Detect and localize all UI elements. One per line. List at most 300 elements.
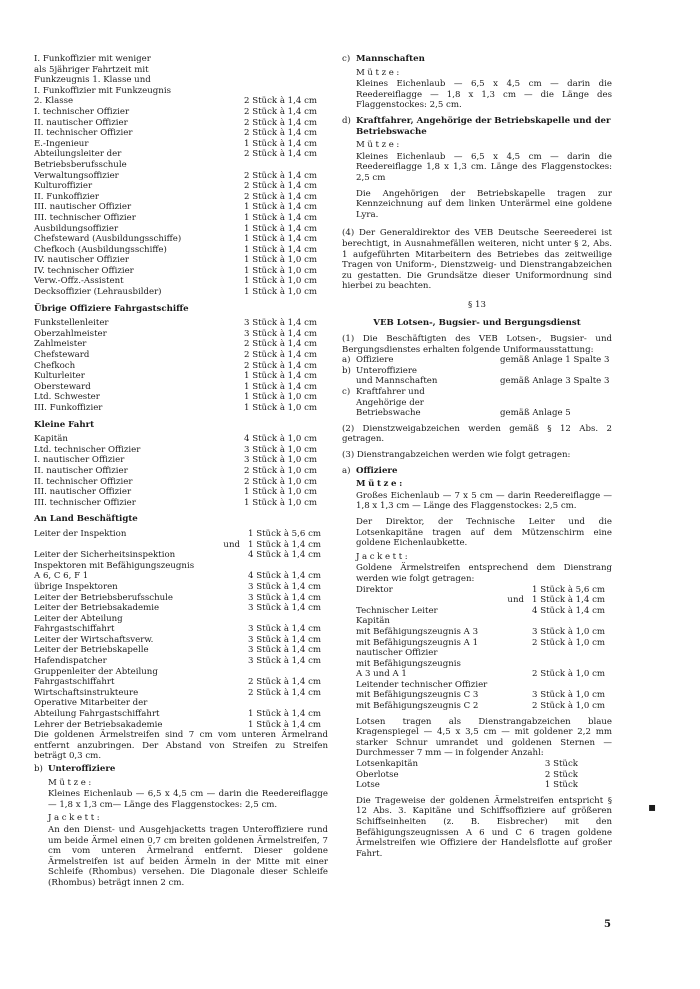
conjunction [208, 603, 248, 614]
conjunction [492, 669, 532, 680]
rank-title: Operative Mitarbeiter der [34, 698, 148, 709]
rank-row [356, 669, 612, 680]
rank-title: Obersteward [34, 381, 91, 392]
rank-row [34, 667, 328, 678]
rank-title: Hafendispatcher [34, 656, 107, 667]
rank-title: Chefsteward [34, 350, 90, 361]
rank-title: III. technischer Offizier [34, 212, 136, 223]
rank-stripes: 3 Stück à 1,0 cm [532, 690, 606, 701]
uniform-allocation-list [342, 355, 612, 419]
lotsen-stars: 2 Stück [544, 769, 578, 780]
section-b-body [34, 778, 328, 889]
rank-title: II. technischer Offizier [34, 476, 133, 487]
conjunction [208, 571, 248, 582]
conjunction [492, 638, 532, 649]
rank-row [34, 571, 328, 582]
section-title: Mannschaften [356, 54, 425, 64]
rank-title: Technischer Leiter [356, 605, 438, 616]
rank-stripes-cell [208, 593, 328, 604]
rank-row [34, 382, 328, 393]
muetze-label: Mütze: [356, 67, 402, 78]
allocation-row [342, 408, 612, 419]
rank-title: Abteilungsleiter der [34, 149, 122, 160]
rank-row [34, 96, 328, 107]
conjunction [208, 582, 248, 593]
rank-title: A 3 und A 1 [356, 669, 407, 680]
rank-row [34, 318, 328, 329]
rank-title: Decksoffizier (Lehrausbilder) [34, 287, 162, 298]
rank-stripes: 3 Stück à 1,4 cm [248, 624, 322, 635]
rank-title: 2. Klasse [34, 96, 74, 107]
rank-stripes-cell [208, 529, 328, 540]
rank-stripes: 3 Stück à 1,0 cm [532, 626, 606, 637]
conjunction [208, 677, 248, 688]
rank-list-lotsendienst [356, 585, 612, 712]
rank-row [356, 585, 612, 596]
rank-row [34, 709, 328, 720]
rank-title: Chefkoch (Ausbildungsschiffe) [34, 244, 167, 255]
allocation-marker [342, 376, 356, 387]
rank-stripes: 1 Stück à 1,0 cm [244, 487, 318, 498]
rank-title: I. Funkoffizier mit weniger [34, 54, 151, 64]
conjunction [492, 690, 532, 701]
rank-stripes-cell [208, 635, 328, 646]
rank-stripes: 3 Stück à 1,4 cm [248, 603, 322, 614]
section-b-heading [34, 764, 328, 775]
rank-title: III. nautischer Offizier [34, 202, 132, 213]
rank-title: Verw.-Offz.-Assistent [34, 276, 124, 287]
lotsen-text: Lotsen tragen als Dienstrangabzeichen blaue Kragenspiegel — 4,5 x 3,5 cm — mit goldener 2,2 mm starker Schnur umrandet und goldenen Sternen — Durchmesser 7 mm — in folgender Anzahl: [356, 716, 612, 759]
rank-title: A 6, C 6, F 1 [34, 571, 89, 582]
rank-row [356, 648, 612, 659]
conjunction [208, 720, 248, 731]
rank-stripes: 1 Stück à 1,4 cm [248, 709, 322, 720]
rank-stripes: 1 Stück à 1,4 cm [244, 223, 318, 234]
rank-stripes: 2 Stück à 1,0 cm [532, 637, 606, 648]
lotsen-rank: Lotse [356, 780, 380, 791]
allocation-reference [500, 366, 612, 377]
rank-stripes: 1 Stück à 5,6 cm [248, 528, 322, 539]
rank-stripes: 1 Stück à 1,4 cm [248, 719, 322, 730]
lotsen-star-list [356, 759, 612, 791]
rank-title: IV. nautischer Offizier [34, 255, 130, 266]
lotsen-stars: 3 Stück [544, 759, 578, 770]
rank-title: Oberzahlmeister [34, 328, 107, 339]
rank-row [356, 616, 612, 627]
rank-stripes: 2 Stück à 1,4 cm [244, 128, 318, 139]
rank-title: Chefsteward (Ausbildungsschiffe) [34, 234, 182, 245]
rank-stripes: 1 Stück à 1,0 cm [244, 276, 318, 287]
allocation-row [342, 398, 612, 409]
rank-row [34, 477, 328, 488]
rank-stripes-cell [492, 701, 612, 712]
allocation-row [342, 376, 612, 387]
rank-stripes-cell [208, 624, 328, 635]
allocation-group: Offiziere [356, 355, 394, 366]
rank-row [356, 680, 612, 691]
rank-title: II. Funkoffizier [34, 191, 99, 202]
rank-title: Leiter der Inspektion [34, 528, 127, 539]
conjunction [208, 688, 248, 699]
rank-row [34, 498, 328, 509]
margin-mark: ▪ [648, 800, 657, 814]
rank-stripes: 4 Stück à 1,4 cm [532, 605, 606, 616]
rank-stripes: 2 Stück à 1,4 cm [244, 339, 318, 350]
allocation-marker [342, 398, 356, 409]
rank-list-kleine-fahrt [34, 434, 328, 508]
rank-stripes-cell [492, 627, 612, 638]
rank-list-offiziere [34, 54, 328, 298]
conjunction [208, 635, 248, 646]
rank-title: Kapitän [34, 434, 68, 445]
jackett-text: Goldene Ärmelstreifen entsprechend dem Dienstrang werden wie folgt getragen: [356, 563, 612, 584]
rank-stripes: 3 Stück à 1,4 cm [248, 645, 322, 656]
rank-row [34, 107, 328, 118]
rank-stripes: 2 Stück à 1,4 cm [244, 117, 318, 128]
rank-row [34, 540, 328, 551]
section-heading: VEB Lotsen-, Bugsier- und Bergungsdienst [373, 318, 581, 329]
rank-title: III. technischer Offizier [34, 497, 136, 508]
lotsen-stars: 1 Stück [544, 780, 578, 791]
rank-title: mit Befähigungszeugnis A 1 [356, 637, 479, 648]
rank-title: Lehrer der Betriebsakademie [34, 719, 163, 730]
rank-title: II. nautischer Offizier [34, 465, 128, 476]
section-number: § 13 [468, 299, 486, 310]
rank-row [34, 645, 328, 656]
lotsen-row [356, 770, 612, 781]
rank-row [34, 149, 328, 160]
rank-stripes: 3 Stück à 1,4 cm [244, 328, 318, 339]
rank-stripes: 3 Stück à 1,4 cm [248, 581, 322, 592]
rank-stripes: 2 Stück à 1,4 cm [244, 149, 318, 160]
section-c-body [342, 68, 612, 111]
allocation-marker [342, 408, 356, 419]
section-d-heading [342, 116, 612, 137]
section-marker: b) [34, 764, 43, 774]
allocation-row [342, 387, 612, 398]
paragraph-streifen: Die goldenen Ärmelstreifen sind 7 cm vom unteren Ärmelrand entfernt anzubringen. Der Abstand von Streifen zu Streifen beträgt 0,3 cm. [34, 730, 328, 762]
rank-list-fahrgastschiffe [34, 318, 328, 413]
rank-title: II. technischer Offizier [34, 128, 133, 139]
rank-row [34, 529, 328, 540]
paragraph-3: (3) Dienstrangabzeichen werden wie folgt getragen: [342, 450, 571, 460]
rank-title: Fahrgastschiffahrt [34, 624, 115, 635]
rank-row [34, 688, 328, 699]
allocation-marker: a) [342, 355, 351, 366]
allocation-group: und Mannschaften [356, 376, 438, 387]
jackett-label: Jackett: [356, 551, 411, 562]
rank-title: III. nautischer Offizier [34, 487, 132, 498]
rank-title: Leiter der Betriebskapelle [34, 645, 149, 656]
rank-stripes: 2 Stück à 1,0 cm [532, 701, 606, 712]
rank-title: mit Befähigungszeugnis C 3 [356, 690, 479, 701]
rank-stripes: 2 Stück à 1,4 cm [244, 96, 318, 107]
rank-title: Verwaltungsoffizier [34, 170, 119, 181]
paragraph-2: (2) Dienstzweigabzeichen werden gemäß § 12 Abs. 2 getragen. [342, 423, 612, 445]
rank-stripes-cell [492, 595, 612, 606]
rank-stripes: 2 Stück à 1,4 cm [248, 687, 322, 698]
rank-row [34, 255, 328, 266]
rank-row [34, 213, 328, 224]
rank-stripes-cell [208, 582, 328, 593]
rank-stripes: 1 Stück à 1,0 cm [244, 403, 318, 413]
rank-title: Abteilung Fahrgastschiffahrt [34, 709, 160, 720]
rank-row [356, 595, 612, 606]
rank-title: E.-Ingenieur [34, 138, 89, 149]
muetze-text: Kleines Eichenlaub — 6,5 x 4,5 cm — darin die Reedereiflagge — 1,8 x 1,3 cm — die Länge des Flaggenstockes: 2,5 cm. [356, 79, 612, 111]
rank-row [34, 160, 328, 171]
conjunction [492, 585, 532, 596]
rank-title: Leiter der Abteilung [34, 613, 123, 624]
allocation-marker: c) [342, 387, 351, 398]
rank-stripes: 3 Stück à 1,4 cm [248, 634, 322, 645]
lyra-text: Die Angehörigen der Betriebskapelle tragen zur Kennzeichnung auf dem linken Unterärmel eine goldene Lyra. [356, 188, 612, 220]
rank-row [34, 720, 328, 731]
rank-title: Ltd. Schwester [34, 392, 100, 403]
rank-row [34, 245, 328, 256]
rank-stripes: 4 Stück à 1,0 cm [244, 434, 318, 445]
rank-title: mit Befähigungszeugnis C 2 [356, 701, 479, 712]
heading-fahrgastschiffe: Übrige Offiziere Fahrgastschiffe [34, 303, 189, 314]
rank-title: III. Funkoffizier [34, 403, 103, 413]
rank-stripes-cell [208, 571, 328, 582]
rank-title: Chefkoch [34, 360, 76, 371]
section-marker: d) [342, 115, 351, 126]
rank-title: nautischer Offizier [356, 648, 438, 659]
rank-stripes: 1 Stück à 1,0 cm [244, 392, 318, 403]
rank-title: Ausbildungsoffizier [34, 223, 119, 234]
rank-title: I. technischer Offizier [34, 106, 130, 117]
conjunction: und [507, 595, 524, 606]
muetze-label: Mütze: [356, 140, 402, 151]
rank-row [34, 86, 328, 97]
rank-title: Betriebsberufsschule [34, 159, 127, 170]
page-number: 5 [604, 919, 611, 930]
rank-stripes: 1 Stück à 5,6 cm [532, 584, 606, 595]
rank-stripes: 1 Stück à 1,4 cm [244, 212, 318, 223]
rank-list-an-land [34, 529, 328, 730]
rank-stripes-cell [208, 550, 328, 561]
allocation-group: Kraftfahrer und [356, 387, 425, 398]
rank-stripes: 2 Stück à 1,4 cm [244, 350, 318, 361]
allocation-group: Betriebswache [356, 408, 421, 419]
rank-row [34, 361, 328, 372]
rank-row [34, 128, 328, 139]
rank-row [34, 329, 328, 340]
rank-stripes-cell [492, 606, 612, 617]
rank-stripes: 2 Stück à 1,4 cm [244, 106, 318, 117]
rank-stripes: 2 Stück à 1,4 cm [244, 360, 318, 371]
rank-row [356, 627, 612, 638]
conjunction [208, 656, 248, 667]
section-a-body [342, 479, 612, 859]
rank-row [34, 54, 328, 65]
section-d-body [342, 140, 612, 220]
rank-row [34, 171, 328, 182]
rank-row [34, 582, 328, 593]
rank-title: Leitender technischer Offizier [356, 679, 488, 690]
rank-title: Funkzeugnis 1. Klasse und [34, 75, 151, 86]
lotsen-row [356, 759, 612, 770]
rank-title: mit Befähigungszeugnis [356, 658, 461, 669]
rank-stripes: 2 Stück à 1,4 cm [244, 181, 318, 192]
rank-row [356, 659, 612, 670]
rank-title: Inspektoren mit Befähigungszeugnis [34, 560, 195, 571]
rank-stripes: 1 Stück à 1,4 cm [244, 138, 318, 149]
rank-stripes: 2 Stück à 1,4 cm [244, 191, 318, 202]
rank-stripes: 1 Stück à 1,4 cm [244, 371, 318, 382]
rank-row [34, 561, 328, 572]
allocation-reference [500, 387, 612, 398]
conjunction [208, 593, 248, 604]
allocation-marker: b) [342, 365, 351, 376]
rank-row [34, 75, 328, 86]
rank-stripes: 1 Stück à 1,4 cm [244, 202, 318, 213]
conjunction [208, 529, 248, 540]
rank-title: Kulturoffizier [34, 181, 93, 192]
muetze-text: Großes Eichenlaub — 7 x 5 cm — darin Reedereiflagge — 1,8 x 1,3 cm — Länge des Flaggenstockes: 2,5 cm. [356, 490, 612, 512]
rank-row [34, 635, 328, 646]
rank-row [34, 677, 328, 688]
rank-row [34, 487, 328, 498]
rank-stripes-cell [492, 638, 612, 649]
rank-stripes-cell [208, 677, 328, 688]
rank-row [34, 466, 328, 477]
rank-stripes: 4 Stück à 1,4 cm [248, 550, 322, 561]
rank-row [34, 403, 328, 414]
rank-stripes-cell [208, 688, 328, 699]
jackett-text: An den Dienst- und Ausgehjacketts tragen Unteroffiziere rund um beide Ärmel einen 0,7 cm breiten goldenen Ärmelstreifen, 7 cm vom unteren Ärmelrand entfernt. Dieser goldene Ärmelstreifen ist auf beiden Ärmeln in der Mitte mit einer Schleife (Rhombus) versehen. Die Diagonale dieser Schleife (Rhombus) beträgt innen 2 cm. [48, 824, 328, 888]
section-title: Unteroffiziere [48, 764, 116, 774]
rank-title: I. Funkoffizier mit Funkzeugnis [34, 85, 171, 96]
rank-row [34, 192, 328, 203]
rank-title: Leiter der Wirtschaftsverw. [34, 634, 154, 645]
rank-row [34, 550, 328, 561]
rank-row [34, 614, 328, 625]
rank-row [34, 593, 328, 604]
rank-stripes: 4 Stück à 1,4 cm [248, 571, 322, 582]
rank-stripes: 1 Stück à 1,4 cm [244, 244, 318, 255]
paragraph-4: (4) Der Generaldirektor des VEB Deutsche Seereederei ist berechtigt, in Ausnahmefällen weiteren, nicht unter § 2, Abs. 1 aufgeführten Mitarbeitern des Betriebes das zeitweilige Tragen von Uniform-, Dienstzweig- und Dienstrangabzeichen zu gestatten. Die Grundsätze dieser Uniformordnung sind hierbei zu beachten. [342, 228, 612, 292]
heading-kleine-fahrt: Kleine Fahrt [34, 419, 95, 430]
rank-stripes-cell [208, 645, 328, 656]
muetze-text: Kleines Eichenlaub — 6,5 x 4,5 cm — darin die Reedereiflagge — 1,8 x 1,3 cm— Länge des Flaggenstockes: 2,5 cm. [48, 789, 328, 810]
conjunction [208, 645, 248, 656]
allocation-reference: gemäß Anlage 1 Spalte 3 [500, 355, 610, 366]
rank-title: Zahlmeister [34, 339, 87, 350]
rank-stripes: 1 Stück à 1,0 cm [244, 265, 318, 276]
rank-row [356, 638, 612, 649]
rank-row [356, 606, 612, 617]
section-marker: c) [342, 54, 351, 64]
rank-row [34, 266, 328, 277]
rank-stripes: 2 Stück à 1,4 cm [244, 170, 318, 181]
rank-stripes-cell [208, 603, 328, 614]
allocation-row [342, 355, 612, 366]
rank-title: übrige Inspektoren [34, 581, 118, 592]
section-title: Offiziere [356, 465, 398, 476]
rank-title: Direktor [356, 584, 393, 595]
eichenlaubkette-text: Der Direktor, der Technische Leiter und die Lotsenkapitäne tragen auf dem Mützenschirm eine goldene Eichenlaubkette. [356, 516, 612, 549]
rank-stripes: 2 Stück à 1,0 cm [532, 669, 606, 680]
rank-stripes: 1 Stück à 1,4 cm [532, 595, 606, 606]
allocation-group: Angehörige der [356, 397, 424, 408]
rank-title: Leiter der Betriebsakademie [34, 603, 160, 614]
heading-an-land: An Land Beschäftigte [34, 514, 138, 525]
lotsen-rank: Lotsenkapitän [356, 759, 419, 770]
muetze-text: Kleines Eichenlaub — 6,5 x 4,5 cm — darin die Reedereiflagge 1,8 x 1,3 cm. Länge des Flaggenstockes: 2,5 cm [356, 151, 612, 183]
rank-row [34, 224, 328, 235]
rank-stripes: 3 Stück à 1,0 cm [244, 455, 318, 466]
conjunction [208, 550, 248, 561]
rank-stripes: 1 Stück à 1,0 cm [244, 287, 318, 298]
rank-title: Ltd. technischer Offizier [34, 444, 141, 455]
rank-stripes: 1 Stück à 1,0 cm [244, 497, 318, 508]
rank-stripes: 1 Stück à 1,4 cm [244, 234, 318, 245]
rank-row [34, 287, 328, 298]
lotsen-rank: Oberlotse [356, 769, 399, 780]
lotsen-row [356, 780, 612, 791]
rank-row [34, 698, 328, 709]
jackett-label: Jackett: [48, 813, 103, 824]
rank-stripes-cell [208, 540, 328, 551]
rank-row [34, 234, 328, 245]
rank-row [34, 276, 328, 287]
rank-stripes: 3 Stück à 1,0 cm [244, 444, 318, 455]
rank-stripes-cell [492, 669, 612, 680]
rank-stripes: 1 Stück à 1,4 cm [248, 539, 322, 550]
rank-stripes-cell [492, 585, 612, 596]
rank-row [34, 392, 328, 403]
rank-title: Funkstellenleiter [34, 318, 109, 329]
rank-stripes: 3 Stück à 1,4 cm [244, 318, 318, 329]
muetze-label: Mütze: [356, 479, 405, 490]
rank-title: Fahrgastschiffahrt [34, 677, 115, 688]
muetze-label: Mütze: [48, 777, 94, 788]
rank-title: I. nautischer Offizier [34, 455, 125, 466]
right-column [342, 54, 612, 859]
conjunction [208, 709, 248, 720]
section-title: Kraftfahrer, Angehörige der Betriebskapelle und der Betriebswache [356, 115, 611, 137]
conjunction [492, 606, 532, 617]
rank-row [34, 603, 328, 614]
rank-stripes-cell [208, 709, 328, 720]
allocation-reference: gemäß Anlage 5 [500, 408, 571, 419]
rank-row [34, 656, 328, 667]
allocation-reference: gemäß Anlage 3 Spalte 3 [500, 376, 610, 387]
rank-row [34, 139, 328, 150]
conjunction [492, 701, 532, 712]
rank-row [34, 445, 328, 456]
conjunction: und [223, 539, 240, 550]
rank-title: II. nautischer Offizier [34, 117, 128, 128]
rank-title: mit Befähigungszeugnis A 3 [356, 626, 479, 637]
conjunction [492, 627, 532, 638]
section-c-heading [342, 54, 612, 65]
rank-row [34, 624, 328, 635]
paragraph-1: (1) Die Beschäftigten des VEB Lotsen-, Bugsier- und Bergungsdienstes erhalten folgende Uniformausstattung: [342, 334, 612, 355]
rank-title: Kulturleiter [34, 371, 85, 382]
rank-row [34, 371, 328, 382]
rank-title: Gruppenleiter der Abteilung [34, 666, 158, 677]
rank-title: Leiter der Sicherheitsinspektion [34, 550, 176, 561]
rank-row [356, 701, 612, 712]
rank-row [34, 202, 328, 213]
rank-row [34, 339, 328, 350]
trageweise-text: Die Trageweise der goldenen Ärmelstreifen entspricht § 12 Abs. 3. Kapitäne und Schiffsoffiziere auf größeren Schiffseinheiten (z. B. Eisbrecher) mit den Befähigungszeugnissen A 6 und C 6 tragen goldene Ärmelstreifen wie Offiziere der Handelsflotte auf großer Fahrt. [356, 795, 612, 859]
rank-stripes-cell [492, 690, 612, 701]
rank-row [34, 434, 328, 445]
